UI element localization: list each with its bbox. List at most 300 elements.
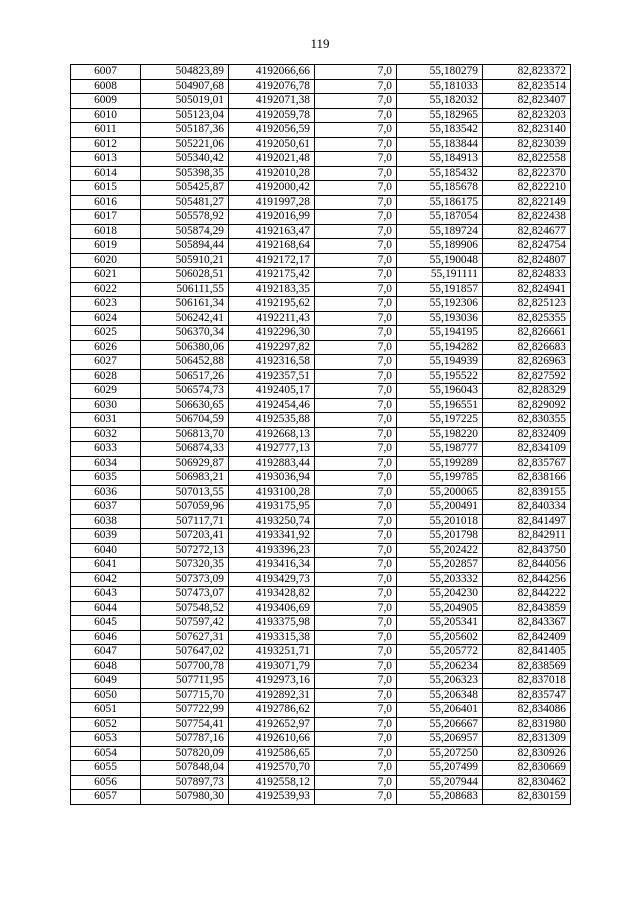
y-coordinate-cell: 4192168,64	[229, 239, 315, 254]
distance-cell: 7,0	[315, 79, 397, 94]
point-number-cell: 6057	[71, 790, 141, 805]
y-coordinate-cell: 4192297,82	[229, 340, 315, 355]
x-coordinate-cell: 505187,36	[141, 123, 229, 138]
y-coordinate-cell: 4192163,47	[229, 224, 315, 239]
longitude-cell: 82,843750	[483, 543, 571, 558]
point-number-cell: 6020	[71, 253, 141, 268]
table-row	[71, 369, 571, 384]
x-coordinate-cell: 507203,41	[141, 529, 229, 544]
latitude-cell: 55,201798	[397, 529, 483, 544]
latitude-cell: 55,203332	[397, 572, 483, 587]
latitude-cell: 55,205772	[397, 645, 483, 660]
x-coordinate-cell: 507711,95	[141, 674, 229, 689]
distance-cell: 7,0	[315, 369, 397, 384]
point-number-cell: 6014	[71, 166, 141, 181]
point-number-cell: 6032	[71, 427, 141, 442]
table-row	[71, 616, 571, 631]
longitude-cell: 82,824941	[483, 282, 571, 297]
x-coordinate-cell: 507754,41	[141, 717, 229, 732]
x-coordinate-cell: 506630,65	[141, 398, 229, 413]
longitude-cell: 82,830159	[483, 790, 571, 805]
y-coordinate-cell: 4192454,46	[229, 398, 315, 413]
latitude-cell: 55,206234	[397, 659, 483, 674]
point-number-cell: 6036	[71, 485, 141, 500]
longitude-cell: 82,826661	[483, 326, 571, 341]
longitude-cell: 82,832409	[483, 427, 571, 442]
y-coordinate-cell: 4193036,94	[229, 471, 315, 486]
coordinates-table-body	[71, 65, 571, 805]
longitude-cell: 82,823203	[483, 108, 571, 123]
y-coordinate-cell: 4192973,16	[229, 674, 315, 689]
latitude-cell: 55,200065	[397, 485, 483, 500]
y-coordinate-cell: 4192668,13	[229, 427, 315, 442]
point-number-cell: 6050	[71, 688, 141, 703]
longitude-cell: 82,844222	[483, 587, 571, 602]
y-coordinate-cell: 4192652,97	[229, 717, 315, 732]
distance-cell: 7,0	[315, 630, 397, 645]
latitude-cell: 55,202857	[397, 558, 483, 573]
distance-cell: 7,0	[315, 398, 397, 413]
longitude-cell: 82,831980	[483, 717, 571, 732]
point-number-cell: 6037	[71, 500, 141, 515]
latitude-cell: 55,191111	[397, 268, 483, 283]
point-number-cell: 6029	[71, 384, 141, 399]
y-coordinate-cell: 4192000,42	[229, 181, 315, 196]
table-row	[71, 152, 571, 167]
latitude-cell: 55,183844	[397, 137, 483, 152]
latitude-cell: 55,198777	[397, 442, 483, 457]
table-row	[71, 427, 571, 442]
latitude-cell: 55,206401	[397, 703, 483, 718]
x-coordinate-cell: 507320,35	[141, 558, 229, 573]
y-coordinate-cell: 4192777,13	[229, 442, 315, 457]
table-row	[71, 601, 571, 616]
latitude-cell: 55,201018	[397, 514, 483, 529]
distance-cell: 7,0	[315, 166, 397, 181]
point-number-cell: 6047	[71, 645, 141, 660]
x-coordinate-cell: 505578,92	[141, 210, 229, 225]
distance-cell: 7,0	[315, 558, 397, 573]
longitude-cell: 82,842409	[483, 630, 571, 645]
latitude-cell: 55,205341	[397, 616, 483, 631]
table-row	[71, 181, 571, 196]
x-coordinate-cell: 507627,31	[141, 630, 229, 645]
distance-cell: 7,0	[315, 471, 397, 486]
point-number-cell: 6031	[71, 413, 141, 428]
table-row	[71, 717, 571, 732]
point-number-cell: 6053	[71, 732, 141, 747]
y-coordinate-cell: 4192586,65	[229, 746, 315, 761]
y-coordinate-cell: 4193396,23	[229, 543, 315, 558]
x-coordinate-cell: 506983,21	[141, 471, 229, 486]
longitude-cell: 82,837018	[483, 674, 571, 689]
longitude-cell: 82,844256	[483, 572, 571, 587]
y-coordinate-cell: 4193175,95	[229, 500, 315, 515]
longitude-cell: 82,831309	[483, 732, 571, 747]
x-coordinate-cell: 506380,06	[141, 340, 229, 355]
x-coordinate-cell: 506574,73	[141, 384, 229, 399]
longitude-cell: 82,826683	[483, 340, 571, 355]
distance-cell: 7,0	[315, 427, 397, 442]
distance-cell: 7,0	[315, 529, 397, 544]
y-coordinate-cell: 4192539,93	[229, 790, 315, 805]
point-number-cell: 6034	[71, 456, 141, 471]
latitude-cell: 55,192306	[397, 297, 483, 312]
distance-cell: 7,0	[315, 152, 397, 167]
latitude-cell: 55,198220	[397, 427, 483, 442]
point-number-cell: 6035	[71, 471, 141, 486]
longitude-cell: 82,823514	[483, 79, 571, 94]
distance-cell: 7,0	[315, 65, 397, 80]
page-number: 119	[310, 36, 330, 51]
longitude-cell: 82,822558	[483, 152, 571, 167]
longitude-cell: 82,839155	[483, 485, 571, 500]
y-coordinate-cell: 4193428,82	[229, 587, 315, 602]
x-coordinate-cell: 504823,89	[141, 65, 229, 80]
longitude-cell: 82,835767	[483, 456, 571, 471]
distance-cell: 7,0	[315, 775, 397, 790]
distance-cell: 7,0	[315, 601, 397, 616]
distance-cell: 7,0	[315, 645, 397, 660]
distance-cell: 7,0	[315, 253, 397, 268]
point-number-cell: 6016	[71, 195, 141, 210]
point-number-cell: 6023	[71, 297, 141, 312]
distance-cell: 7,0	[315, 137, 397, 152]
point-number-cell: 6052	[71, 717, 141, 732]
distance-cell: 7,0	[315, 355, 397, 370]
longitude-cell: 82,829092	[483, 398, 571, 413]
latitude-cell: 55,204230	[397, 587, 483, 602]
y-coordinate-cell: 4192296,30	[229, 326, 315, 341]
longitude-cell: 82,823039	[483, 137, 571, 152]
table-row	[71, 79, 571, 94]
table-row	[71, 166, 571, 181]
table-row	[71, 210, 571, 225]
longitude-cell: 82,838569	[483, 659, 571, 674]
table-row	[71, 529, 571, 544]
y-coordinate-cell: 4192610,66	[229, 732, 315, 747]
table-row	[71, 413, 571, 428]
latitude-cell: 55,180279	[397, 65, 483, 80]
table-row	[71, 775, 571, 790]
longitude-cell: 82,843859	[483, 601, 571, 616]
point-number-cell: 6046	[71, 630, 141, 645]
latitude-cell: 55,185678	[397, 181, 483, 196]
x-coordinate-cell: 505425,87	[141, 181, 229, 196]
x-coordinate-cell: 506813,70	[141, 427, 229, 442]
x-coordinate-cell: 504907,68	[141, 79, 229, 94]
longitude-cell: 82,827592	[483, 369, 571, 384]
distance-cell: 7,0	[315, 297, 397, 312]
y-coordinate-cell: 4192211,43	[229, 311, 315, 326]
point-number-cell: 6044	[71, 601, 141, 616]
x-coordinate-cell: 507373,09	[141, 572, 229, 587]
distance-cell: 7,0	[315, 485, 397, 500]
y-coordinate-cell: 4192570,70	[229, 761, 315, 776]
point-number-cell: 6055	[71, 761, 141, 776]
longitude-cell: 82,838166	[483, 471, 571, 486]
table-row	[71, 558, 571, 573]
point-number-cell: 6030	[71, 398, 141, 413]
latitude-cell: 55,197225	[397, 413, 483, 428]
table-row	[71, 384, 571, 399]
distance-cell: 7,0	[315, 268, 397, 283]
table-row	[71, 732, 571, 747]
table-row	[71, 645, 571, 660]
longitude-cell: 82,822438	[483, 210, 571, 225]
table-row	[71, 282, 571, 297]
distance-cell: 7,0	[315, 572, 397, 587]
latitude-cell: 55,190048	[397, 253, 483, 268]
x-coordinate-cell: 506242,41	[141, 311, 229, 326]
point-number-cell: 6038	[71, 514, 141, 529]
latitude-cell: 55,202422	[397, 543, 483, 558]
latitude-cell: 55,182965	[397, 108, 483, 123]
longitude-cell: 82,826963	[483, 355, 571, 370]
longitude-cell: 82,830462	[483, 775, 571, 790]
point-number-cell: 6040	[71, 543, 141, 558]
longitude-cell: 82,830669	[483, 761, 571, 776]
y-coordinate-cell: 4193375,98	[229, 616, 315, 631]
longitude-cell: 82,844056	[483, 558, 571, 573]
table-row	[71, 572, 571, 587]
x-coordinate-cell: 507059,96	[141, 500, 229, 515]
distance-cell: 7,0	[315, 94, 397, 109]
latitude-cell: 55,185432	[397, 166, 483, 181]
table-row	[71, 514, 571, 529]
distance-cell: 7,0	[315, 384, 397, 399]
table-row	[71, 790, 571, 805]
latitude-cell: 55,207944	[397, 775, 483, 790]
point-number-cell: 6017	[71, 210, 141, 225]
point-number-cell: 6009	[71, 94, 141, 109]
y-coordinate-cell: 4193071,79	[229, 659, 315, 674]
table-row	[71, 398, 571, 413]
longitude-cell: 82,828329	[483, 384, 571, 399]
distance-cell: 7,0	[315, 108, 397, 123]
point-number-cell: 6013	[71, 152, 141, 167]
longitude-cell: 82,824677	[483, 224, 571, 239]
table-row	[71, 543, 571, 558]
table-row	[71, 65, 571, 80]
point-number-cell: 6033	[71, 442, 141, 457]
point-number-cell: 6027	[71, 355, 141, 370]
x-coordinate-cell: 505221,06	[141, 137, 229, 152]
distance-cell: 7,0	[315, 616, 397, 631]
latitude-cell: 55,186175	[397, 195, 483, 210]
x-coordinate-cell: 506929,87	[141, 456, 229, 471]
latitude-cell: 55,196043	[397, 384, 483, 399]
x-coordinate-cell: 505894,44	[141, 239, 229, 254]
point-number-cell: 6018	[71, 224, 141, 239]
y-coordinate-cell: 4192172,17	[229, 253, 315, 268]
y-coordinate-cell: 4193251,71	[229, 645, 315, 660]
y-coordinate-cell: 4192892,31	[229, 688, 315, 703]
latitude-cell: 55,183542	[397, 123, 483, 138]
x-coordinate-cell: 507820,09	[141, 746, 229, 761]
x-coordinate-cell: 506704,59	[141, 413, 229, 428]
table-row	[71, 94, 571, 109]
point-number-cell: 6024	[71, 311, 141, 326]
longitude-cell: 82,830355	[483, 413, 571, 428]
distance-cell: 7,0	[315, 688, 397, 703]
latitude-cell: 55,189724	[397, 224, 483, 239]
y-coordinate-cell: 4192071,38	[229, 94, 315, 109]
distance-cell: 7,0	[315, 732, 397, 747]
table-row	[71, 761, 571, 776]
table-row	[71, 674, 571, 689]
longitude-cell: 82,841497	[483, 514, 571, 529]
latitude-cell: 55,196551	[397, 398, 483, 413]
longitude-cell: 82,834109	[483, 442, 571, 457]
point-number-cell: 6056	[71, 775, 141, 790]
distance-cell: 7,0	[315, 282, 397, 297]
point-number-cell: 6041	[71, 558, 141, 573]
y-coordinate-cell: 4193341,92	[229, 529, 315, 544]
table-row	[71, 108, 571, 123]
y-coordinate-cell: 4192183,35	[229, 282, 315, 297]
latitude-cell: 55,194939	[397, 355, 483, 370]
distance-cell: 7,0	[315, 210, 397, 225]
x-coordinate-cell: 506874,33	[141, 442, 229, 457]
latitude-cell: 55,208683	[397, 790, 483, 805]
table-row	[71, 340, 571, 355]
x-coordinate-cell: 505910,21	[141, 253, 229, 268]
latitude-cell: 55,200491	[397, 500, 483, 515]
distance-cell: 7,0	[315, 500, 397, 515]
table-row	[71, 442, 571, 457]
point-number-cell: 6054	[71, 746, 141, 761]
longitude-cell: 82,824754	[483, 239, 571, 254]
table-row	[71, 253, 571, 268]
longitude-cell: 82,823372	[483, 65, 571, 80]
y-coordinate-cell: 4192056,59	[229, 123, 315, 138]
table-row	[71, 268, 571, 283]
table-row	[71, 703, 571, 718]
point-number-cell: 6049	[71, 674, 141, 689]
table-row	[71, 137, 571, 152]
x-coordinate-cell: 505019,01	[141, 94, 229, 109]
distance-cell: 7,0	[315, 224, 397, 239]
longitude-cell: 82,824833	[483, 268, 571, 283]
longitude-cell: 82,822210	[483, 181, 571, 196]
y-coordinate-cell: 4192316,58	[229, 355, 315, 370]
table-row	[71, 297, 571, 312]
distance-cell: 7,0	[315, 123, 397, 138]
point-number-cell: 6010	[71, 108, 141, 123]
point-number-cell: 6045	[71, 616, 141, 631]
y-coordinate-cell: 4192021,48	[229, 152, 315, 167]
distance-cell: 7,0	[315, 659, 397, 674]
y-coordinate-cell: 4193416,34	[229, 558, 315, 573]
latitude-cell: 55,207250	[397, 746, 483, 761]
x-coordinate-cell: 506517,26	[141, 369, 229, 384]
distance-cell: 7,0	[315, 703, 397, 718]
y-coordinate-cell: 4192059,78	[229, 108, 315, 123]
point-number-cell: 6022	[71, 282, 141, 297]
x-coordinate-cell: 506370,34	[141, 326, 229, 341]
table-row	[71, 239, 571, 254]
distance-cell: 7,0	[315, 514, 397, 529]
distance-cell: 7,0	[315, 239, 397, 254]
latitude-cell: 55,199785	[397, 471, 483, 486]
distance-cell: 7,0	[315, 717, 397, 732]
table-row	[71, 456, 571, 471]
x-coordinate-cell: 505398,35	[141, 166, 229, 181]
distance-cell: 7,0	[315, 543, 397, 558]
latitude-cell: 55,199289	[397, 456, 483, 471]
x-coordinate-cell: 507980,30	[141, 790, 229, 805]
y-coordinate-cell: 4192076,78	[229, 79, 315, 94]
y-coordinate-cell: 4192050,61	[229, 137, 315, 152]
x-coordinate-cell: 507272,13	[141, 543, 229, 558]
latitude-cell: 55,181033	[397, 79, 483, 94]
y-coordinate-cell: 4192016,99	[229, 210, 315, 225]
x-coordinate-cell: 507548,52	[141, 601, 229, 616]
table-row	[71, 311, 571, 326]
point-number-cell: 6039	[71, 529, 141, 544]
longitude-cell: 82,830926	[483, 746, 571, 761]
y-coordinate-cell: 4192195,62	[229, 297, 315, 312]
x-coordinate-cell: 507700,78	[141, 659, 229, 674]
x-coordinate-cell: 507787,16	[141, 732, 229, 747]
latitude-cell: 55,191857	[397, 282, 483, 297]
distance-cell: 7,0	[315, 442, 397, 457]
x-coordinate-cell: 507715,70	[141, 688, 229, 703]
distance-cell: 7,0	[315, 761, 397, 776]
x-coordinate-cell: 506111,55	[141, 282, 229, 297]
distance-cell: 7,0	[315, 195, 397, 210]
table-row	[71, 587, 571, 602]
x-coordinate-cell: 505874,29	[141, 224, 229, 239]
point-number-cell: 6042	[71, 572, 141, 587]
table-row	[71, 630, 571, 645]
y-coordinate-cell: 4193406,69	[229, 601, 315, 616]
longitude-cell: 82,822149	[483, 195, 571, 210]
y-coordinate-cell: 4192010,28	[229, 166, 315, 181]
point-number-cell: 6051	[71, 703, 141, 718]
longitude-cell: 82,843367	[483, 616, 571, 631]
latitude-cell: 55,195522	[397, 369, 483, 384]
x-coordinate-cell: 505481,27	[141, 195, 229, 210]
latitude-cell: 55,194195	[397, 326, 483, 341]
table-row	[71, 195, 571, 210]
table-row	[71, 224, 571, 239]
x-coordinate-cell: 507722,99	[141, 703, 229, 718]
longitude-cell: 82,823407	[483, 94, 571, 109]
longitude-cell: 82,822370	[483, 166, 571, 181]
latitude-cell: 55,182032	[397, 94, 483, 109]
y-coordinate-cell: 4192786,62	[229, 703, 315, 718]
distance-cell: 7,0	[315, 746, 397, 761]
y-coordinate-cell: 4191997,28	[229, 195, 315, 210]
point-number-cell: 6028	[71, 369, 141, 384]
y-coordinate-cell: 4192883,44	[229, 456, 315, 471]
distance-cell: 7,0	[315, 181, 397, 196]
latitude-cell: 55,184913	[397, 152, 483, 167]
y-coordinate-cell: 4193100,28	[229, 485, 315, 500]
distance-cell: 7,0	[315, 674, 397, 689]
y-coordinate-cell: 4192535,88	[229, 413, 315, 428]
y-coordinate-cell: 4193315,38	[229, 630, 315, 645]
table-row	[71, 500, 571, 515]
y-coordinate-cell: 4192558,12	[229, 775, 315, 790]
table-row	[71, 471, 571, 486]
latitude-cell: 55,206957	[397, 732, 483, 747]
point-number-cell: 6012	[71, 137, 141, 152]
point-number-cell: 6019	[71, 239, 141, 254]
distance-cell: 7,0	[315, 790, 397, 805]
